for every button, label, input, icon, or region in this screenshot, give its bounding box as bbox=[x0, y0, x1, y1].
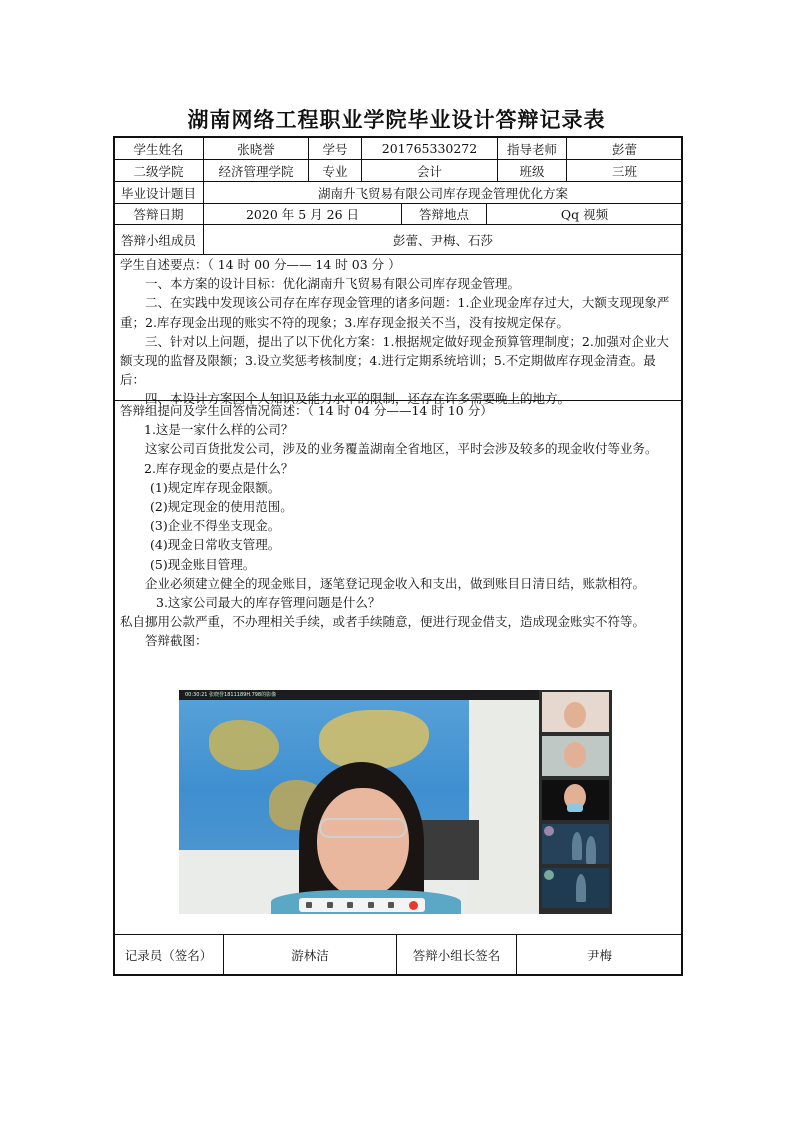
panel-value: 彭蕾、尹梅、石莎 bbox=[392, 232, 493, 248]
statement-line: 四、本设计方案因个人知识及能力水平的限制，还存在许多需要晚上的地方。 bbox=[145, 391, 571, 407]
screenshot-label: 答辩截图： bbox=[145, 633, 208, 649]
student-statement bbox=[120, 255, 676, 409]
student-id-label: 学号 bbox=[322, 141, 348, 157]
qa-section bbox=[120, 401, 676, 651]
student-name-label: 学生姓名 bbox=[133, 141, 184, 157]
answer-2-item: (4)现金日常收支管理。 bbox=[150, 537, 281, 553]
topic-value: 湖南升飞贸易有限公司库存现金管理优化方案 bbox=[317, 185, 568, 201]
question-2: 2.库存现金的要点是什么？ bbox=[144, 460, 294, 476]
answer-2-summary: 企业必须建立健全的现金账目，逐笔登记现金收入和支出，做到账目日清日结，账款相符。 bbox=[145, 575, 646, 591]
participant-thumb bbox=[542, 736, 609, 776]
leader-label: 答辩小组长签名 bbox=[412, 947, 501, 963]
date-value: 2020 年 5 月 26 日 bbox=[245, 207, 360, 222]
call-controls bbox=[299, 898, 425, 912]
question-1: 1.这是一家什么样的公司？ bbox=[144, 422, 294, 438]
video-topbar: 00:30:21 张晓誉1811189H.798的影像 bbox=[179, 690, 539, 700]
class-label: 班级 bbox=[519, 163, 545, 179]
camera-icon bbox=[327, 902, 333, 908]
hangup-icon bbox=[409, 901, 418, 910]
participant-thumb bbox=[542, 692, 609, 732]
date-label: 答辩日期 bbox=[133, 207, 184, 222]
share-icon bbox=[347, 902, 353, 908]
mic-icon bbox=[306, 902, 312, 908]
panel-label: 答辩小组成员 bbox=[120, 232, 196, 248]
place-value: Qq 视频 bbox=[560, 207, 609, 222]
wall bbox=[469, 700, 539, 914]
answer-2-item: (2)规定现金的使用范围。 bbox=[150, 499, 293, 515]
advisor-value: 彭蕾 bbox=[611, 141, 637, 157]
major-label: 专业 bbox=[322, 163, 348, 179]
answer-3: 私自挪用公款严重，不办理相关手续，或者手续随意，便进行现金借支，造成现金账实不符等。 bbox=[120, 614, 646, 630]
college-value: 经济管理学院 bbox=[218, 163, 294, 179]
statement-heading: 学生自述要点：（ 14 时 00 分—— 14 时 03 分 ） bbox=[120, 257, 401, 272]
statement-line: 一、本方案的设计目标：优化湖南升飞贸易有限公司库存现金管理。 bbox=[145, 276, 521, 292]
question-3: 3.这家公司最大的库存管理问题是什么？ bbox=[156, 595, 381, 611]
participant-sidebar bbox=[539, 690, 612, 914]
qa-heading: 答辩组提问及学生回答情况简述：（ 14 时 04 分——14 时 10 分） bbox=[120, 403, 493, 418]
college-label: 二级学院 bbox=[133, 163, 184, 179]
glasses bbox=[319, 818, 407, 838]
topic-label: 毕业设计题目 bbox=[120, 185, 196, 201]
answer-2-item: (1)规定库存现金限额。 bbox=[150, 479, 281, 495]
class-value: 三班 bbox=[611, 163, 637, 179]
student-face bbox=[317, 788, 409, 898]
student-name-value: 张晓誉 bbox=[237, 141, 275, 157]
statement-line: 三、针对以上问题，提出了以下优化方案：1.根据规定做好现金预算管理制度；2.加强对企业大额支现的监督及限额；3.设立奖惩考核制度；4.进行定期系统培训；5.不定期做库存现金清查。最后： bbox=[120, 333, 669, 388]
leader-value: 尹梅 bbox=[586, 947, 612, 963]
recorder-value: 游林洁 bbox=[291, 947, 329, 963]
more-icon bbox=[388, 902, 394, 908]
participant-thumb bbox=[542, 780, 609, 820]
answer-1: 这家公司百货批发公司，涉及的业务覆盖湖南全省地区，平时会涉及较多的现金收付等业务。 bbox=[145, 441, 658, 457]
document-title: 湖南网络工程职业学院毕业设计答辩记录表 bbox=[187, 108, 606, 132]
participant-thumb bbox=[542, 868, 609, 908]
place-label: 答辩地点 bbox=[418, 207, 469, 222]
statement-line: 二、在实践中发现该公司存在库存现金管理的诸多问题：1.企业现金库存过大，大额支现现象严重；2.库存现金出现的账实不符的现象；3.库存现金报关不当，没有按规定保存。 bbox=[120, 295, 670, 330]
major-value: 会计 bbox=[416, 163, 442, 179]
recorder-label: 记录员（签名） bbox=[124, 947, 213, 963]
defense-screenshot bbox=[179, 690, 612, 914]
members-icon bbox=[368, 902, 374, 908]
answer-2-item: (5)现金账目管理。 bbox=[150, 556, 256, 572]
advisor-label: 指导老师 bbox=[506, 141, 557, 157]
student-id-value: 201765330272 bbox=[381, 141, 478, 156]
main-video bbox=[179, 700, 539, 914]
participant-thumb bbox=[542, 824, 609, 864]
answer-2-item: (3)企业不得坐支现金。 bbox=[150, 518, 281, 534]
